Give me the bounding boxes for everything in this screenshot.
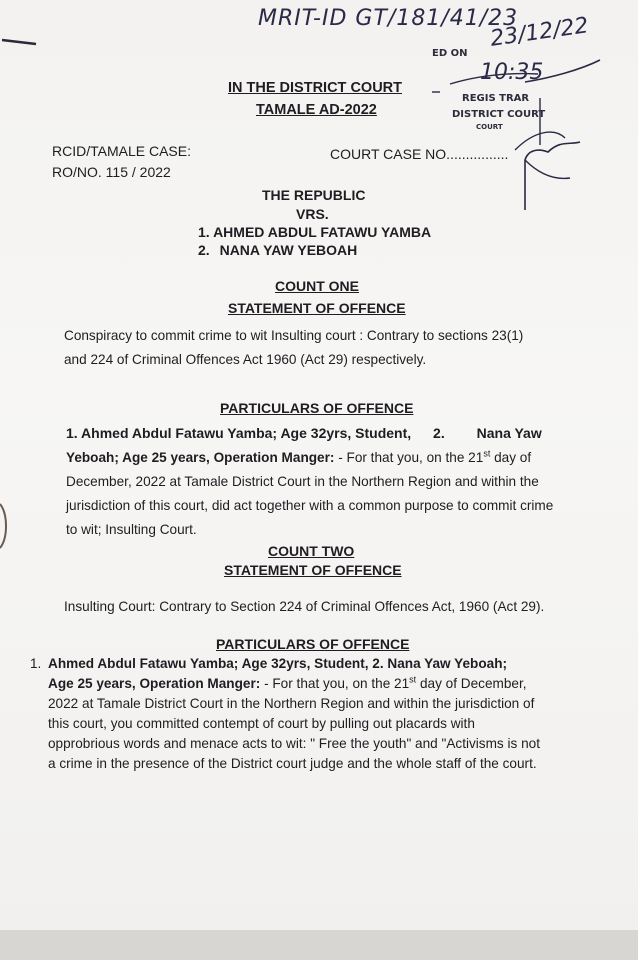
- count-one-particulars-line1: [66, 425, 570, 441]
- count-two-list-number: 1.: [30, 656, 42, 671]
- accused-one-number: 1.: [198, 224, 210, 240]
- handwritten-time: 10:35: [480, 60, 544, 85]
- accused-two: [198, 242, 357, 258]
- binder-mark: [0, 500, 10, 552]
- count-two-statement-line: Insulting Court: Contrary to Section 224 of Criminal Offences Act, 1960 (Act 29).: [64, 599, 545, 614]
- count-two-title: COUNT TWO: [268, 543, 355, 559]
- page-bottom-edge: [0, 930, 638, 960]
- handwritten-reference: MRIT-ID GT/181/41/23: [258, 6, 519, 31]
- count-one-accused-one: 1. Ahmed Abdul Fatawu Yamba; Age 32yrs, Student,: [66, 425, 412, 441]
- count-one-accused-two-number: 2.: [433, 425, 445, 441]
- count-two-particulars-heading: PARTICULARS OF OFFENCE: [216, 636, 410, 652]
- count-one-statement-heading: STATEMENT OF OFFENCE: [228, 300, 406, 316]
- stamp-court: COURT: [476, 123, 503, 131]
- versus: VRS.: [296, 206, 329, 222]
- count-two-particulars-line5: opprobrious words and menace acts to wit: " Free the youth" and "Activisms is not: [48, 736, 540, 751]
- count-two-particulars-line1: Ahmed Abdul Fatawu Yamba; Age 32yrs, Student, 2. Nana Yaw Yeboah;: [48, 656, 508, 671]
- stamp-district-court: DISTRICT COURT: [452, 109, 546, 120]
- count-one-for-that-you: - For that you, on the 21: [334, 450, 484, 465]
- rcid-label: RCID/TAMALE CASE:: [52, 143, 191, 159]
- court-case-number: COURT CASE NO................: [330, 146, 509, 162]
- ro-number: RO/NO. 115 / 2022: [52, 164, 171, 180]
- count-one-statement-line2: and 224 of Criminal Offences Act 1960 (Act 29) respectively.: [64, 352, 427, 367]
- count-one-accused-two-name: Nana Yaw: [476, 425, 542, 441]
- count-one-ordinal: st: [483, 448, 491, 459]
- count-two-for-that-you: - For that you, on the 21: [260, 676, 410, 691]
- count-one-statement-line1: Conspiracy to commit crime to wit Insulting court : Contrary to sections 23(1): [64, 328, 524, 343]
- count-two-ordinal: st: [409, 674, 417, 685]
- count-two-day-of: day of December,: [416, 676, 527, 691]
- stamp-registrar: REGIS TRAR: [462, 93, 530, 104]
- count-one-particulars-line3: December, 2022 at Tamale District Court in the Northern Region and within the: [66, 474, 539, 489]
- accused-one-name: AHMED ABDUL FATAWU YAMBA: [213, 224, 432, 240]
- the-republic: THE REPUBLIC: [262, 187, 366, 203]
- court-location: TAMALE AD-2022: [256, 102, 377, 118]
- count-one-particulars-line4: jurisdiction of this court, did act together with a common purpose to commit crime: [66, 498, 554, 513]
- stamp-filed-on: ED ON: [432, 48, 468, 59]
- handwritten-date: 23/12/22: [488, 13, 591, 52]
- accused-two-number: 2.: [198, 242, 210, 258]
- accused-one: [198, 224, 431, 240]
- count-one-day-of: day of: [490, 450, 532, 465]
- count-two-particulars-line6: a crime in the presence of the District court judge and the whole staff of the court.: [48, 756, 537, 771]
- accused-two-name: NANA YAW YEBOAH: [219, 242, 358, 258]
- count-two-particulars-line4: this court, you committed contempt of court by pulling out placards with: [48, 716, 475, 731]
- count-two-statement-heading: STATEMENT OF OFFENCE: [224, 562, 402, 578]
- count-one-particulars-line5: to wit; Insulting Court.: [66, 522, 197, 537]
- pen-mark-left: [0, 28, 40, 46]
- court-heading: IN THE DISTRICT COURT: [228, 80, 402, 96]
- count-one-title: COUNT ONE: [275, 278, 359, 294]
- count-one-particulars-line2: [66, 450, 531, 465]
- count-two-particulars-line3: 2022 at Tamale District Court in the Northern Region and within the jurisdiction of: [48, 696, 535, 711]
- count-two-particulars-line2: [48, 676, 527, 691]
- count-one-particulars-heading: PARTICULARS OF OFFENCE: [220, 400, 414, 416]
- count-one-accused-two-details: Yeboah; Age 25 years, Operation Manger:: [66, 450, 335, 465]
- count-two-accused-two-details: Age 25 years, Operation Manger:: [48, 676, 261, 691]
- signature-scribble: [430, 10, 638, 220]
